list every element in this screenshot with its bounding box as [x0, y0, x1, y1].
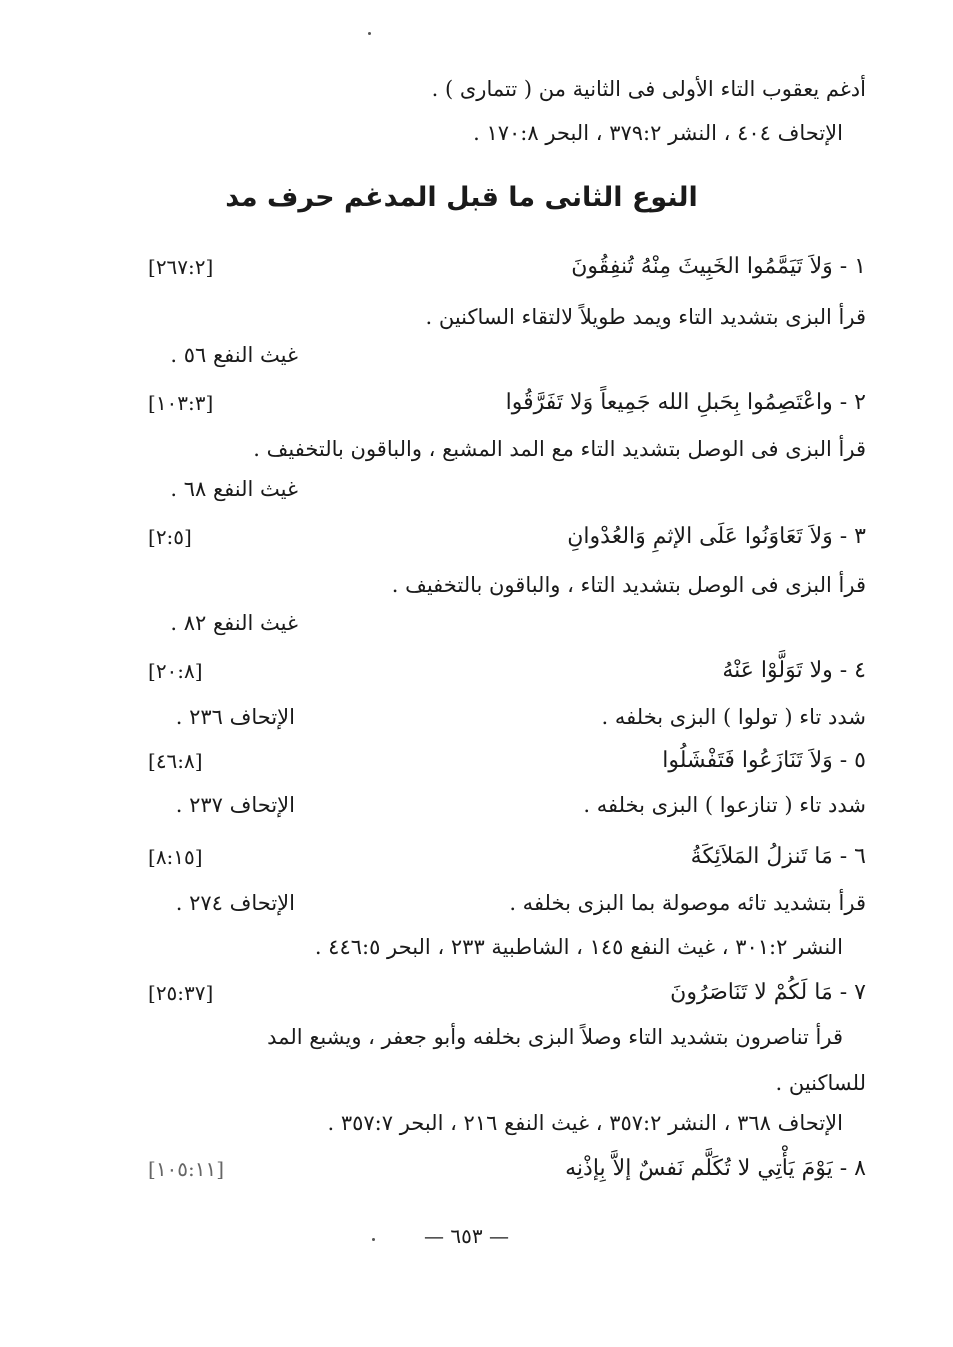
comment-6: قرأ بتشديد تائه موصولة بما البزى بخلفه . — [509, 891, 866, 915]
verse-5-reference: [٤٦:٨] — [148, 749, 203, 773]
comment-7-line-1: قرأ تناصرون بتشديد التاء وصلاً البزى بخلفه وأبو جعفر ، ويشبع المد — [267, 1025, 843, 1049]
comment-4: شدد تاء ( تولوا ) البزى بخلفه . — [601, 705, 866, 729]
comment-5: شدد تاء ( تنازعوا ) البزى بخلفه . — [583, 793, 866, 817]
verse-7-reference: [٢٥:٣٧] — [148, 981, 214, 1005]
verse-8: ٨ - يَوْمَ يَأْتِي لا تُكَلَّم نَفسٌ إلاَّ بِإذْنِه — [565, 1156, 866, 1181]
verse-4-reference: [٢٠:٨] — [148, 659, 203, 683]
verse-1: ١ - وَلاَ تَيَمَّمُوا الخَبِيثَ مِنْهُ تُنفِقُونَ — [571, 254, 866, 279]
comment-2: قرأ البزى فى الوصل بتشديد التاء مع المد المشبع ، والباقون بالتخفيف . — [253, 437, 866, 461]
verse-1-reference: [٢٦٧:٢] — [148, 255, 214, 279]
page-number: — ٦٥٣ — — [424, 1224, 509, 1248]
scan-speck — [368, 32, 371, 35]
source-1: غيث النفع ٥٦ . — [170, 343, 298, 367]
verse-6-reference: [٨:١٥] — [148, 845, 203, 869]
source-2: غيث النفع ٦٨ . — [170, 477, 298, 501]
comment-1: قرأ البزى بتشديد التاء ويمد طويلاً لالتقاء الساكنين . — [425, 305, 866, 329]
verse-3-reference: [٢:٥] — [148, 525, 192, 549]
intro-line: أدغم يعقوب التاء الأولى فى الثانية من ( تتمارى ) . — [431, 77, 866, 101]
source-6-extended: النشر ٣٠١:٢ ، غيث النفع ١٤٥ ، الشاطبية ٢٣٣ ، البحر ٤٤٦:٥ . — [314, 935, 843, 959]
comment-7-line-2: للساكنين . — [775, 1071, 866, 1095]
section-heading: النوع الثانى ما قبل المدغم حرف مد — [225, 182, 698, 213]
comment-3: قرأ البزى فى الوصل بتشديد التاء ، والباقون بالتخفيف . — [391, 573, 866, 597]
source-5: الإتحاف ٢٣٧ . — [175, 793, 295, 817]
verse-5: ٥ - وَلاَ تَنَازَعُوا فَتَفْشَلُوا — [662, 748, 866, 773]
source-7: الإتحاف ٣٦٨ ، النشر ٣٥٧:٢ ، غيث النفع ٢١٦ ، البحر ٣٥٧:٧ . — [327, 1111, 843, 1135]
verse-2-reference: [١٠٣:٣] — [148, 391, 214, 415]
intro-sources: الإتحاف ٤٠٤ ، النشر ٣٧٩:٢ ، البحر ١٧٠:٨ . — [473, 121, 843, 145]
verse-6: ٦ - مَا تَنزلُ المَلاَئِكَةُ — [690, 844, 866, 869]
verse-4: ٤ - ولا تَوَلَّوْا عَنْهُ — [722, 658, 866, 683]
verse-7: ٧ - مَا لَكُمْ لا تَنَاصَرُونَ — [670, 980, 866, 1005]
verse-2: ٢ - واعْتَصِمُوا بِحَبلِ الله جَمِيعاً وَلا تَفَرَّقُوا — [505, 390, 866, 415]
verse-3: ٣ - وَلاَ تَعَاوَنُوا عَلَى الإثمِ وَالعُدْوانِ — [567, 524, 866, 549]
source-6: الإتحاف ٢٧٤ . — [175, 891, 295, 915]
source-4: الإتحاف ٢٣٦ . — [175, 705, 295, 729]
source-3: غيث النفع ٨٢ . — [170, 611, 298, 635]
verse-8-reference: [١٠٥:١١] — [148, 1157, 225, 1181]
